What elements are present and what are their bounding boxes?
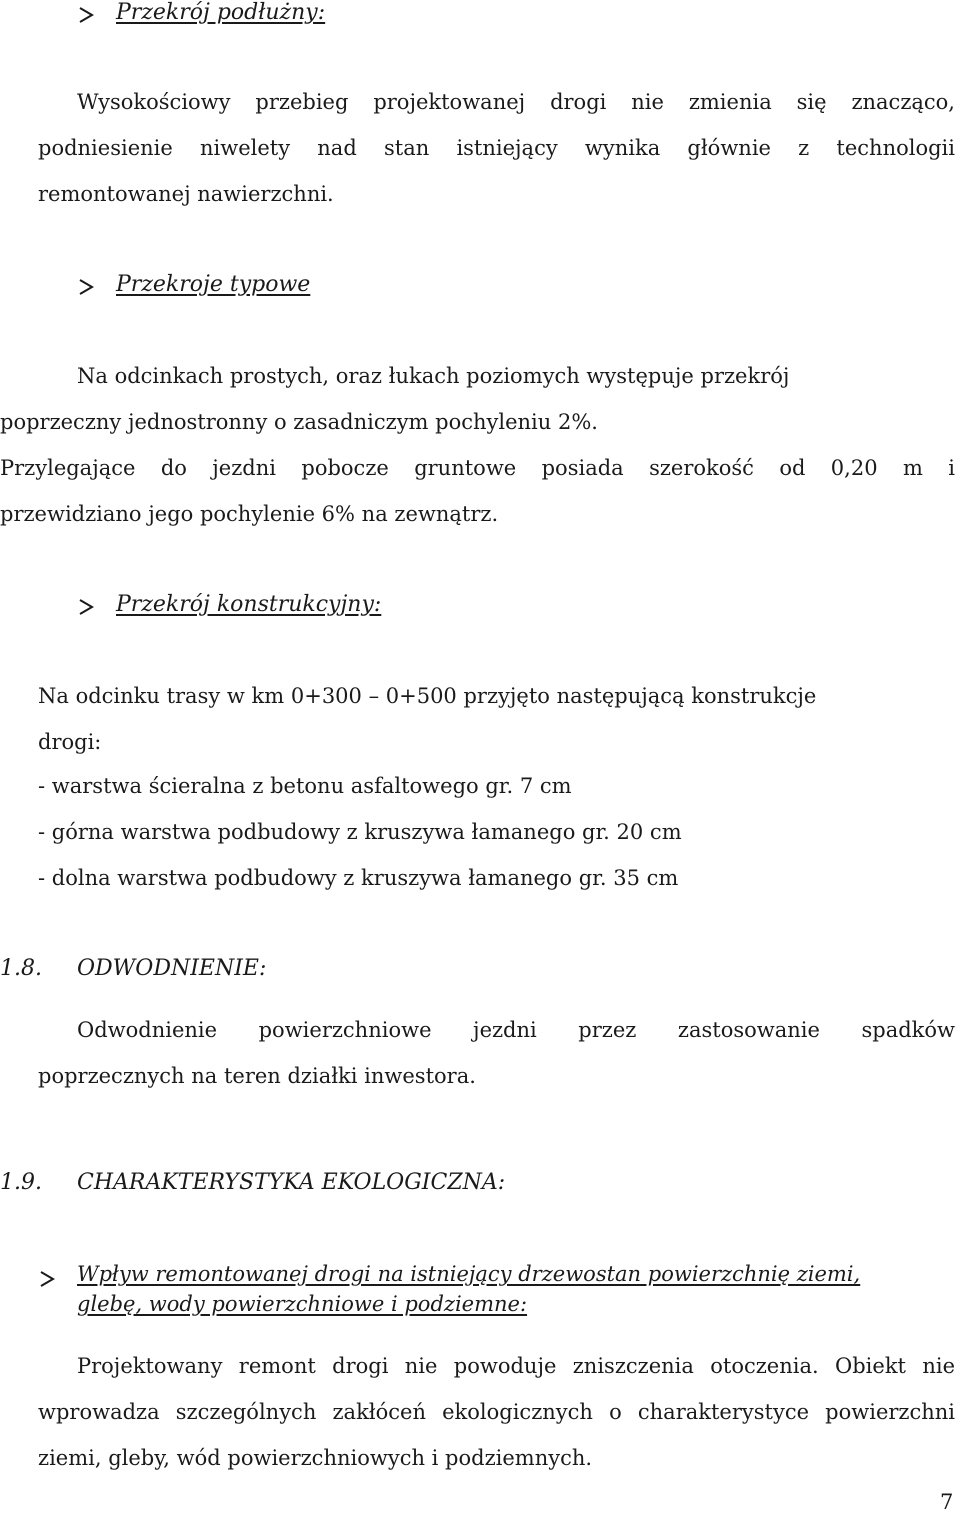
section-heading-charakterystyka: CHARAKTERYSTYKA EKOLOGICZNA: bbox=[77, 1170, 506, 1195]
paragraph-line: drogi: bbox=[38, 730, 102, 754]
subsection-heading-wplyw-cont: glebę, wody powierzchniowe i podziemne: bbox=[77, 1292, 528, 1316]
paragraph-line: Na odcinkach prostych, oraz łukach poziomych występuje przekrój bbox=[77, 364, 790, 388]
paragraph-line: remontowanej nawierzchni. bbox=[38, 182, 334, 206]
subsection-heading-wplyw: Wpływ remontowanej drogi na istniejący drzewostan powierzchnię ziemi, bbox=[77, 1262, 861, 1286]
list-item: - górna warstwa podbudowy z kruszywa łamanego gr. 20 cm bbox=[38, 820, 682, 844]
paragraph-line: Odwodnienie powierzchniowe jezdni przez zastosowanie spadków bbox=[77, 1018, 955, 1042]
section-heading-odwodnienie: ODWODNIENIE: bbox=[77, 956, 267, 981]
paragraph-line: Projektowany remont drogi nie powoduje zniszczenia otoczenia. Obiekt nie bbox=[77, 1354, 955, 1378]
paragraph-line: Wysokościowy przebieg projektowanej drogi nie zmienia się znacząco, bbox=[77, 90, 955, 114]
section-number: 1.9. bbox=[0, 1170, 42, 1195]
paragraph-line: Na odcinku trasy w km 0+300 – 0+500 przyjęto następującą konstrukcje bbox=[38, 684, 817, 708]
paragraph-line: ziemi, gleby, wód powierzchniowych i podziemnych. bbox=[38, 1446, 593, 1470]
page-number: 7 bbox=[940, 1490, 954, 1514]
section-heading-przekroj-konstrukcyjny: Przekrój konstrukcyjny: bbox=[116, 592, 382, 617]
section-number: 1.8. bbox=[0, 956, 42, 981]
paragraph-line: wprowadza szczególnych zakłóceń ekologicznych o charakterystyce powierzchni bbox=[38, 1400, 955, 1424]
section-heading-przekroj-podluzny: Przekrój podłużny: bbox=[116, 0, 326, 25]
paragraph-line: poprzecznych na teren działki inwestora. bbox=[38, 1064, 476, 1088]
section-heading-przekroje-typowe: Przekroje typowe bbox=[116, 272, 311, 297]
list-item: - warstwa ścieralna z betonu asfaltowego gr. 7 cm bbox=[38, 774, 572, 798]
list-item: - dolna warstwa podbudowy z kruszywa łamanego gr. 35 cm bbox=[38, 866, 679, 890]
paragraph-line: poprzeczny jednostronny o zasadniczym pochyleniu 2%. bbox=[0, 410, 598, 434]
paragraph-line: Przylegające do jezdni pobocze gruntowe posiada szerokość od 0,20 m i bbox=[0, 456, 955, 480]
paragraph-line: podniesienie niwelety nad stan istniejący wynika głównie z technologii bbox=[38, 136, 955, 160]
paragraph-line: przewidziano jego pochylenie 6% na zewnątrz. bbox=[0, 502, 499, 526]
